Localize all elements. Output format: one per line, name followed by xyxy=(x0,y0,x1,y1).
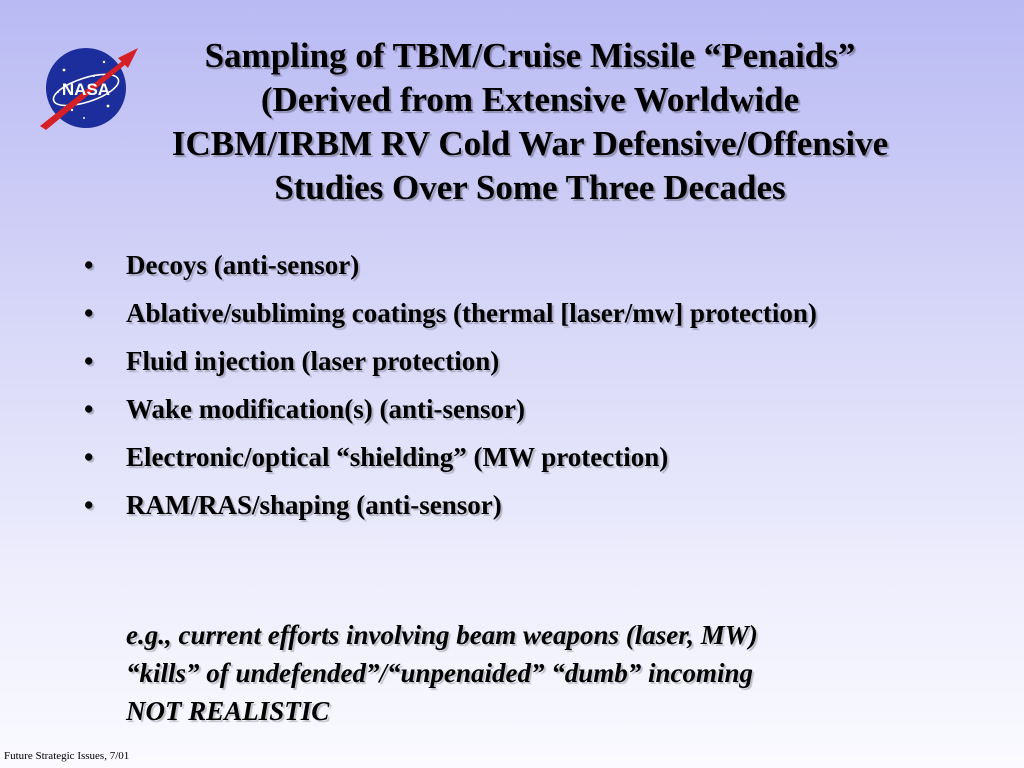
italic-note xyxy=(126,616,1006,730)
title-line: Sampling of TBM/Cruise Missile “Penaids” xyxy=(204,36,856,75)
bullet-text: Wake modification(s) (anti-sensor) xyxy=(126,394,525,424)
bullet-item xyxy=(82,486,962,524)
bullet-item xyxy=(82,246,962,284)
bullet-icon: • xyxy=(84,250,94,280)
note-line: NOT REALISTIC xyxy=(126,696,330,726)
title-line: (Derived from Extensive Worldwide xyxy=(260,80,800,119)
bullet-text: Electronic/optical “shielding” (MW protection) xyxy=(126,442,669,472)
bullet-icon: • xyxy=(84,394,94,424)
bullet-item xyxy=(82,342,962,380)
bullet-text: Decoys (anti-sensor) xyxy=(126,250,360,280)
slide-title xyxy=(100,34,960,210)
bullet-item xyxy=(82,438,962,476)
bullet-icon: • xyxy=(84,490,94,520)
bullet-icon: • xyxy=(84,346,94,376)
title-line: Studies Over Some Three Decades xyxy=(274,168,786,207)
bullet-icon: • xyxy=(84,298,94,328)
bullet-text: Ablative/subliming coatings (thermal [laser/mw] protection) xyxy=(126,298,817,328)
note-line: “kills” of undefended”/“unpenaided” “dumb” incoming xyxy=(126,658,754,688)
svg-text:NASA: NASA xyxy=(61,80,111,99)
slide-footer: Future Strategic Issues, 7/01 xyxy=(4,750,130,762)
bullet-list xyxy=(82,246,962,534)
bullet-item xyxy=(82,390,962,428)
title-line: ICBM/IRBM RV Cold War Defensive/Offensive xyxy=(171,124,889,163)
bullet-text: Fluid injection (laser protection) xyxy=(126,346,500,376)
bullet-item xyxy=(82,294,962,332)
bullet-text: RAM/RAS/shaping (anti-sensor) xyxy=(126,490,502,520)
note-line: e.g., current efforts involving beam weapons (laser, MW) xyxy=(126,620,758,650)
bullet-icon: • xyxy=(84,442,94,472)
